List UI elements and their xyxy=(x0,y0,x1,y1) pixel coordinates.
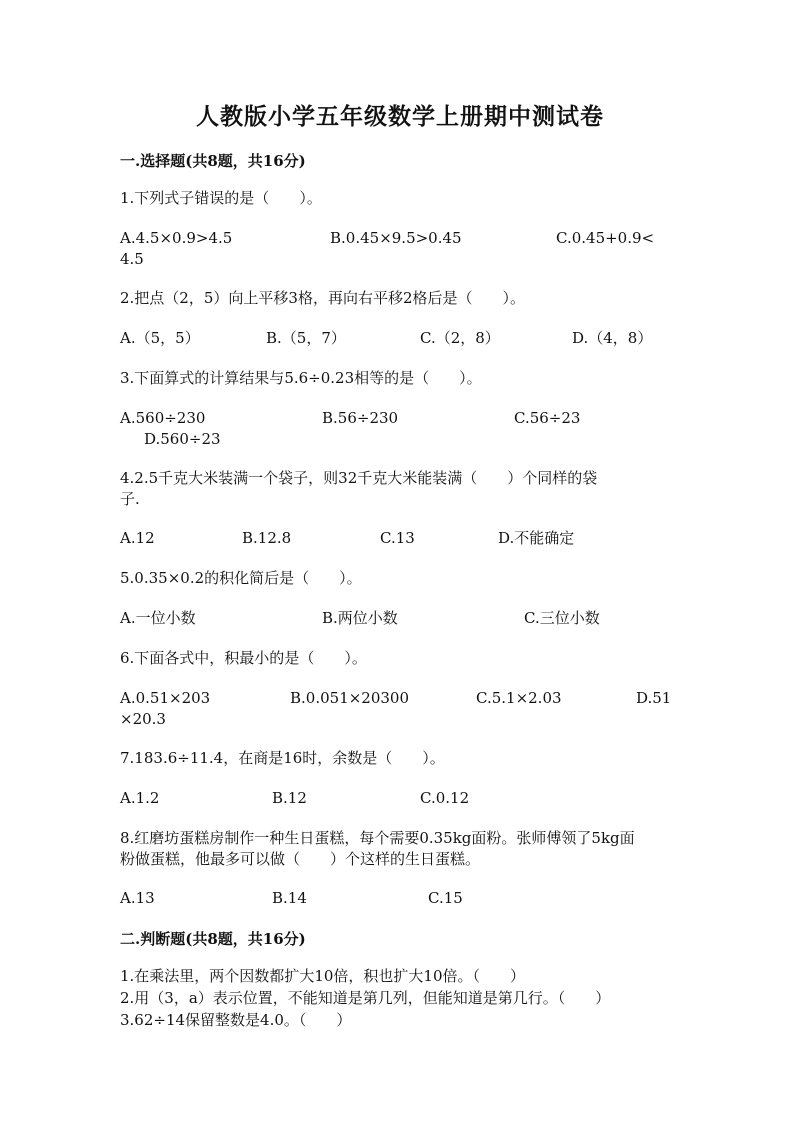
judge-question-2: 2.用（3，a）表示位置，不能知道是第几列，但能知道是第几行。（ ） xyxy=(120,989,611,1007)
question-2-option-b: B.（5，7） xyxy=(266,329,346,347)
question-8-option-a: A.13 xyxy=(120,889,155,907)
question-2-option-d: D.（4，8） xyxy=(572,329,653,347)
judge-question-3: 3.62÷14保留整数是4.0。（ ） xyxy=(120,1011,352,1029)
section-heading-judge: 二.判断题(共8题，共16分) xyxy=(120,930,306,948)
page-title: 人教版小学五年级数学上册期中测试卷 xyxy=(196,103,604,130)
question-4: 4.2.5千克大米装满一个袋子，则32千克大米能装满（ ）个同样的袋 xyxy=(120,469,598,487)
question-6-option-d-continued: ×20.3 xyxy=(120,710,166,728)
question-5-option-c: C.三位小数 xyxy=(524,609,600,627)
question-3-option-a: A.560÷230 xyxy=(120,409,206,427)
question-2-option-a: A.（5，5） xyxy=(120,329,200,347)
question-1-option-c: C.0.45+0.9< xyxy=(556,229,655,247)
question-8-line-2: 粉做蛋糕，他最多可以做（ ）个这样的生日蛋糕。 xyxy=(120,850,481,868)
question-5-option-a: A.一位小数 xyxy=(120,609,196,627)
question-1: 1.下列式子错误的是（ ）。 xyxy=(120,189,322,207)
question-4-option-c: C.13 xyxy=(380,529,415,547)
question-3-option-d: D.560÷23 xyxy=(144,430,221,448)
question-4-option-b: B.12.8 xyxy=(242,529,292,547)
question-6-option-d: D.51 xyxy=(636,689,672,707)
question-6-option-b: B.0.051×20300 xyxy=(290,689,410,707)
question-5: 5.0.35×0.2的积化简后是（ ）。 xyxy=(120,569,362,587)
judge-question-1: 1.在乘法里，两个因数都扩大10倍，积也扩大10倍。（ ） xyxy=(120,967,525,985)
question-7-option-b: B.12 xyxy=(272,789,307,807)
question-1-option-a: A.4.5×0.9>4.5 xyxy=(120,229,233,247)
question-4-option-d: D.不能确定 xyxy=(498,529,575,547)
question-8-option-c: C.15 xyxy=(428,889,463,907)
section-heading-choice: 一.选择题(共8题，共16分) xyxy=(120,152,306,170)
question-7: 7.183.6÷11.4，在商是16时，余数是（ ）。 xyxy=(120,749,445,767)
question-8-option-b: B.14 xyxy=(272,889,307,907)
question-3: 3.下面算式的计算结果与5.6÷0.23相等的是（ ）。 xyxy=(120,369,482,387)
question-5-option-b: B.两位小数 xyxy=(322,609,398,627)
question-6-option-a: A.0.51×203 xyxy=(120,689,211,707)
question-4-option-a: A.12 xyxy=(120,529,155,547)
question-1-option-c-continued: 4.5 xyxy=(120,250,144,268)
question-1-option-b: B.0.45×9.5>0.45 xyxy=(330,229,462,247)
question-7-option-c: C.0.12 xyxy=(420,789,470,807)
question-4-line-2: 子. xyxy=(120,490,140,508)
question-3-option-c: C.56÷23 xyxy=(514,409,581,427)
question-6: 6.下面各式中，积最小的是（ ）。 xyxy=(120,649,367,667)
question-2-option-c: C.（2，8） xyxy=(420,329,500,347)
question-2: 2.把点（2，5）向上平移3格，再向右平移2格后是（ ）。 xyxy=(120,289,525,307)
question-6-option-c: C.5.1×2.03 xyxy=(476,689,562,707)
question-3-option-b: B.56÷230 xyxy=(322,409,399,427)
question-7-option-a: A.1.2 xyxy=(120,789,160,807)
question-8: 8.红磨坊蛋糕房制作一种生日蛋糕，每个需要0.35kg面粉。张师傅领了5kg面 xyxy=(120,829,635,847)
